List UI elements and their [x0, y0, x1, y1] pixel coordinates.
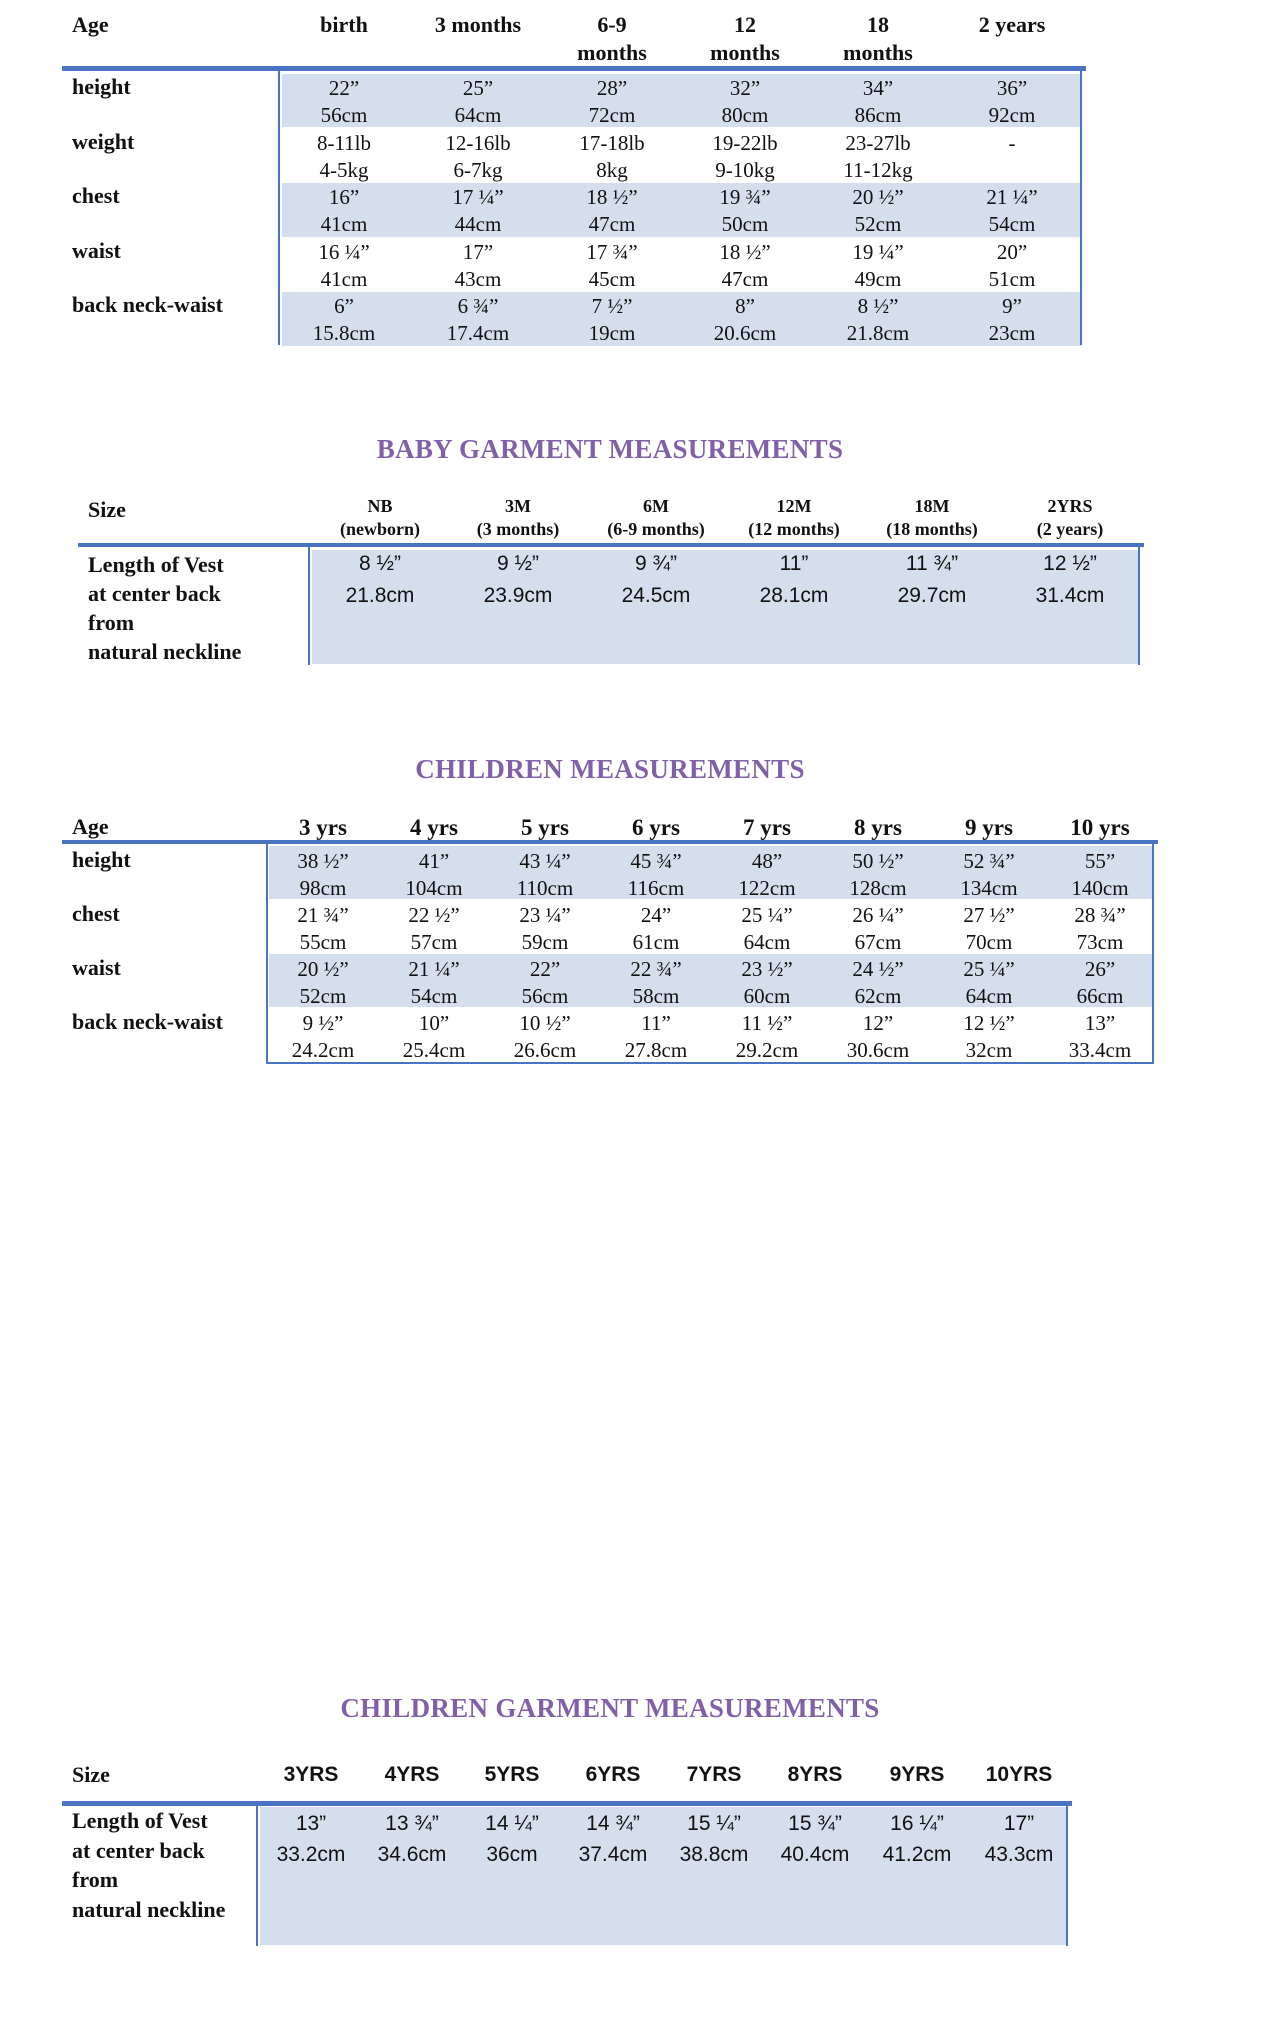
- vest-length-inches: 12 ½”: [1043, 552, 1097, 575]
- value-inches: 8”: [735, 294, 755, 318]
- value-inches: 19-22lb: [712, 130, 778, 155]
- vest-length-cm: 36cm: [486, 1843, 538, 1866]
- vest-length-label: [72, 1806, 225, 1924]
- value-inches: 36”: [996, 76, 1028, 100]
- value-metric: 66cm: [1076, 984, 1124, 1008]
- value-inches: 7 ½”: [591, 294, 633, 318]
- row-label: height: [72, 74, 131, 99]
- vest-length-cm: 41.2cm: [882, 1843, 952, 1866]
- value-inches: 9”: [1002, 294, 1022, 318]
- vest-length-inches: 15 ¾”: [788, 1812, 842, 1835]
- vest-length-inches: 13”: [295, 1812, 327, 1835]
- value-inches: 21 ¼”: [408, 957, 460, 981]
- vest-length-cm: 33.2cm: [276, 1843, 346, 1866]
- value-metric: 56cm: [521, 984, 569, 1008]
- value-inches: 12”: [862, 1011, 894, 1035]
- value-metric: 32cm: [965, 1038, 1013, 1062]
- label-line: Length of Vest: [88, 552, 224, 577]
- label-line: from: [88, 610, 135, 635]
- value-inches: 20”: [996, 239, 1028, 264]
- column-header: 2 years: [978, 12, 1046, 37]
- value-inches: 21 ¼”: [986, 185, 1038, 209]
- size-header: 18M: [914, 496, 950, 516]
- label-line: at center back: [88, 581, 221, 606]
- value-inches: 22”: [328, 76, 360, 100]
- value-metric: 80cm: [721, 103, 769, 127]
- value-metric: 52cm: [299, 984, 347, 1008]
- column-header: 3 yrs: [299, 815, 347, 840]
- size-header: 7YRS: [686, 1763, 742, 1786]
- size-header: 2YRS: [1047, 496, 1093, 516]
- size-header: 4YRS: [384, 1763, 440, 1786]
- value-metric: 44cm: [454, 212, 502, 236]
- size-header-sub: (2 years): [1036, 519, 1104, 539]
- value-inches: 17 ¼”: [452, 185, 504, 209]
- vest-length-inches: 11”: [779, 552, 809, 575]
- size-header: 12M: [776, 496, 812, 516]
- value-inches: 28 ¾”: [1074, 903, 1126, 927]
- size-header: 5YRS: [484, 1763, 540, 1786]
- column-header: 12: [734, 12, 756, 37]
- value-metric: 20.6cm: [713, 321, 777, 345]
- value-inches: 17”: [462, 239, 494, 264]
- size-header: 6YRS: [585, 1763, 641, 1786]
- vest-length-cm: 40.4cm: [780, 1843, 850, 1866]
- vest-length-cm: 43.3cm: [984, 1843, 1054, 1866]
- header-rule: [62, 66, 1086, 71]
- vest-length-inches: 11 ¾”: [905, 552, 959, 575]
- row-label: back neck-waist: [72, 1009, 223, 1034]
- value-inches: 20 ½”: [297, 957, 349, 981]
- value-metric: 59cm: [521, 930, 569, 954]
- value-metric: 92cm: [988, 103, 1036, 127]
- value-metric: 26.6cm: [513, 1038, 577, 1062]
- value-inches: 21 ¾”: [297, 903, 349, 927]
- value-metric: 110cm: [516, 876, 574, 900]
- value-metric: 6-7kg: [453, 157, 503, 182]
- row-label: waist: [72, 237, 121, 263]
- value-metric: 51cm: [988, 266, 1036, 291]
- column-divider: [1080, 71, 1082, 345]
- value-inches: 12-16lb: [445, 130, 511, 155]
- column-header: 10 yrs: [1070, 815, 1130, 840]
- age-header: Age: [72, 12, 109, 37]
- label-line: at center back: [72, 1837, 205, 1863]
- size-header: 6M: [643, 496, 669, 516]
- value-metric: 86cm: [854, 103, 902, 127]
- row-label: height: [72, 847, 131, 872]
- value-inches: 23-27lb: [845, 130, 911, 155]
- label-line: Length of Vest: [72, 1808, 208, 1833]
- vest-length-cm: 31.4cm: [1035, 584, 1105, 607]
- row-label: chest: [72, 183, 120, 208]
- value-inches: 22 ½”: [408, 903, 460, 927]
- vest-length-cm: 37.4cm: [578, 1843, 648, 1866]
- value-metric: 61cm: [632, 930, 680, 954]
- vest-length-inches: 8 ½”: [358, 552, 402, 575]
- label-line: natural neckline: [72, 1896, 226, 1922]
- value-metric: 72cm: [588, 103, 636, 127]
- vest-length-inches: 14 ¼”: [485, 1812, 539, 1835]
- value-inches: 25 ¼”: [741, 903, 793, 927]
- size-header: NB: [367, 496, 393, 516]
- value-metric: 11-12kg: [843, 157, 913, 182]
- value-metric: 15.8cm: [312, 321, 376, 345]
- column-header: 9 yrs: [965, 815, 1013, 840]
- value-inches: 22 ¾”: [630, 957, 682, 981]
- vest-length-inches: 13 ¾”: [385, 1812, 439, 1835]
- vest-length-cm: 34.6cm: [377, 1843, 447, 1866]
- value-inches: 22”: [529, 957, 561, 981]
- value-inches: 43 ¼”: [519, 849, 571, 873]
- vest-length-inches: 14 ¾”: [586, 1812, 640, 1835]
- value-inches: 17-18lb: [579, 130, 645, 155]
- value-inches: 23 ½”: [741, 957, 793, 981]
- children-garment-title: CHILDREN GARMENT MEASUREMENTS: [340, 1693, 880, 1723]
- column-header: 6-9: [597, 12, 627, 37]
- row-label: back neck-waist: [72, 292, 223, 317]
- value-metric: 64cm: [454, 103, 502, 127]
- value-metric: 50cm: [721, 212, 769, 236]
- value-inches: 32”: [729, 76, 761, 100]
- baby-garment-title: BABY GARMENT MEASUREMENTS: [376, 434, 844, 464]
- children-measurements-title: CHILDREN MEASUREMENTS: [415, 754, 805, 784]
- vest-length-inches: 17”: [1003, 1812, 1035, 1835]
- value-metric: 64cm: [743, 930, 791, 954]
- value-metric: 29.2cm: [735, 1038, 799, 1062]
- value-inches: 52 ¾”: [963, 849, 1015, 873]
- vest-length-inches: 9 ½”: [496, 552, 540, 575]
- column-header: 4 yrs: [410, 815, 458, 840]
- value-inches: 34”: [862, 76, 894, 100]
- value-inches: 8 ½”: [857, 294, 899, 318]
- size-header: 3YRS: [283, 1763, 339, 1786]
- size-header: 3M: [505, 496, 531, 516]
- size-header-sub: (newborn): [340, 519, 420, 539]
- value-metric: 45cm: [588, 266, 636, 291]
- value-metric: 47cm: [588, 212, 636, 236]
- size-header-sub: (18 months): [886, 519, 978, 539]
- value-inches: 10 ½”: [519, 1011, 571, 1035]
- size-header: 9YRS: [889, 1763, 945, 1786]
- value-metric: 54cm: [410, 984, 458, 1008]
- vest-length-cm: 28.1cm: [759, 584, 829, 607]
- value-metric: 8kg: [596, 157, 628, 182]
- value-metric: 54cm: [988, 212, 1036, 236]
- value-metric: 116cm: [627, 876, 685, 900]
- column-header: 7 yrs: [743, 815, 791, 840]
- size-header: Size: [88, 497, 126, 522]
- value-inches: 55”: [1084, 849, 1116, 873]
- value-inches: 28”: [596, 76, 628, 100]
- column-header-sub: months: [577, 40, 647, 65]
- value-metric: 56cm: [320, 103, 368, 127]
- column-header: 18: [867, 12, 889, 37]
- value-inches: 41”: [418, 849, 450, 873]
- vest-length-cm: 21.8cm: [345, 584, 415, 607]
- vest-length-cm: 38.8cm: [679, 1843, 749, 1866]
- value-metric: 67cm: [854, 930, 902, 954]
- value-metric: 140cm: [1071, 876, 1129, 900]
- value-inches: 24 ½”: [852, 957, 904, 981]
- column-header: birth: [320, 12, 368, 37]
- value-inches: 19 ¾”: [719, 185, 771, 209]
- value-metric: 27.8cm: [624, 1038, 688, 1062]
- column-header: 5 yrs: [521, 815, 569, 840]
- column-divider: [256, 1806, 258, 1946]
- value-inches: 26 ¼”: [852, 903, 904, 927]
- vest-length-cm: 29.7cm: [897, 584, 967, 607]
- label-line: from: [72, 1867, 119, 1892]
- column-header-sub: months: [843, 40, 913, 65]
- value-metric: 104cm: [405, 876, 463, 900]
- value-inches: 19 ¼”: [852, 239, 904, 264]
- vest-length-label: [88, 550, 241, 666]
- value-metric: 30.6cm: [846, 1038, 910, 1062]
- value-inches: 17 ¾”: [586, 239, 638, 264]
- value-metric: 52cm: [854, 212, 902, 236]
- column-header-sub: months: [710, 40, 780, 65]
- vest-length-cm: 23.9cm: [483, 584, 553, 607]
- value-inches: 18 ½”: [586, 185, 638, 209]
- value-inches: 27 ½”: [963, 903, 1015, 927]
- value-inches: 6 ¾”: [457, 294, 499, 318]
- value-metric: 23cm: [988, 321, 1036, 345]
- value-metric: 98cm: [299, 876, 347, 900]
- value-inches: 20 ½”: [852, 185, 904, 209]
- column-header: 6 yrs: [632, 815, 680, 840]
- size-header-sub: (12 months): [748, 519, 840, 539]
- row-label: weight: [72, 128, 135, 154]
- size-header: Size: [72, 1762, 110, 1787]
- value-metric: 57cm: [410, 930, 458, 954]
- value-metric: 33.4cm: [1068, 1038, 1132, 1062]
- value-metric: 41cm: [320, 266, 368, 291]
- value-metric: 134cm: [960, 876, 1018, 900]
- value-inches: 11 ½”: [741, 1011, 793, 1035]
- value-metric: 19cm: [588, 321, 636, 345]
- value-inches: 12 ½”: [963, 1011, 1015, 1035]
- value-inches: 25 ¼”: [963, 957, 1015, 981]
- value-inches: 24”: [640, 903, 672, 927]
- age-header: Age: [72, 814, 109, 839]
- value-metric: 49cm: [854, 266, 902, 291]
- vest-length-inches: 16 ¼”: [890, 1812, 944, 1835]
- value-inches: 16”: [328, 185, 360, 209]
- header-rule: [78, 543, 1144, 547]
- value-metric: 47cm: [721, 266, 769, 291]
- column-header: 3 months: [434, 12, 522, 37]
- size-header-sub: (3 months): [476, 519, 560, 539]
- vest-length-inches: 9 ¾”: [634, 552, 678, 575]
- value-inches: 45 ¾”: [630, 849, 682, 873]
- value-metric: 60cm: [743, 984, 791, 1008]
- size-header: 10YRS: [985, 1763, 1053, 1786]
- value-metric: 9-10kg: [715, 157, 775, 182]
- vest-length-cm: 24.5cm: [621, 584, 691, 607]
- value-inches: 50 ½”: [852, 849, 904, 873]
- value-metric: 41cm: [320, 212, 368, 236]
- value-metric: 55cm: [299, 930, 347, 954]
- value-inches: 10”: [418, 1011, 450, 1035]
- value-inches: 23 ¼”: [519, 903, 571, 927]
- value-metric: 128cm: [849, 876, 907, 900]
- value-inches: 13”: [1084, 1011, 1116, 1035]
- value-inches: 38 ½”: [297, 849, 349, 873]
- value-metric: 58cm: [632, 984, 680, 1008]
- value-inches: 11”: [641, 1011, 671, 1035]
- value-metric: 21.8cm: [846, 321, 910, 345]
- value-metric: 24.2cm: [291, 1038, 355, 1062]
- value-inches: 48”: [751, 849, 783, 873]
- value-metric: 17.4cm: [446, 321, 510, 345]
- label-line: natural neckline: [88, 639, 242, 664]
- value-inches: 26”: [1084, 957, 1116, 981]
- value-inches: 6”: [334, 294, 354, 318]
- row-label: chest: [72, 901, 120, 926]
- value-inches: 8-11lb: [316, 130, 372, 155]
- value-metric: 25.4cm: [402, 1038, 466, 1062]
- vest-length-inches: 15 ¼”: [687, 1812, 741, 1835]
- value-inches: 18 ½”: [719, 239, 771, 264]
- value-inches: 9 ½”: [302, 1011, 344, 1035]
- value-metric: 62cm: [854, 984, 902, 1008]
- value-metric: 73cm: [1076, 930, 1124, 954]
- value-metric: 64cm: [965, 984, 1013, 1008]
- value-metric: 70cm: [965, 930, 1013, 954]
- value-inches: 16 ¼”: [318, 239, 370, 264]
- value-metric: 122cm: [738, 876, 796, 900]
- size-header-sub: (6-9 months): [607, 519, 705, 539]
- value-inches: -: [1008, 130, 1016, 155]
- value-metric: 4-5kg: [319, 157, 369, 182]
- row-label: waist: [72, 955, 121, 980]
- value-inches: 25”: [462, 76, 494, 100]
- size-header: 8YRS: [787, 1763, 843, 1786]
- value-metric: 43cm: [454, 266, 502, 291]
- column-header: 8 yrs: [854, 815, 902, 840]
